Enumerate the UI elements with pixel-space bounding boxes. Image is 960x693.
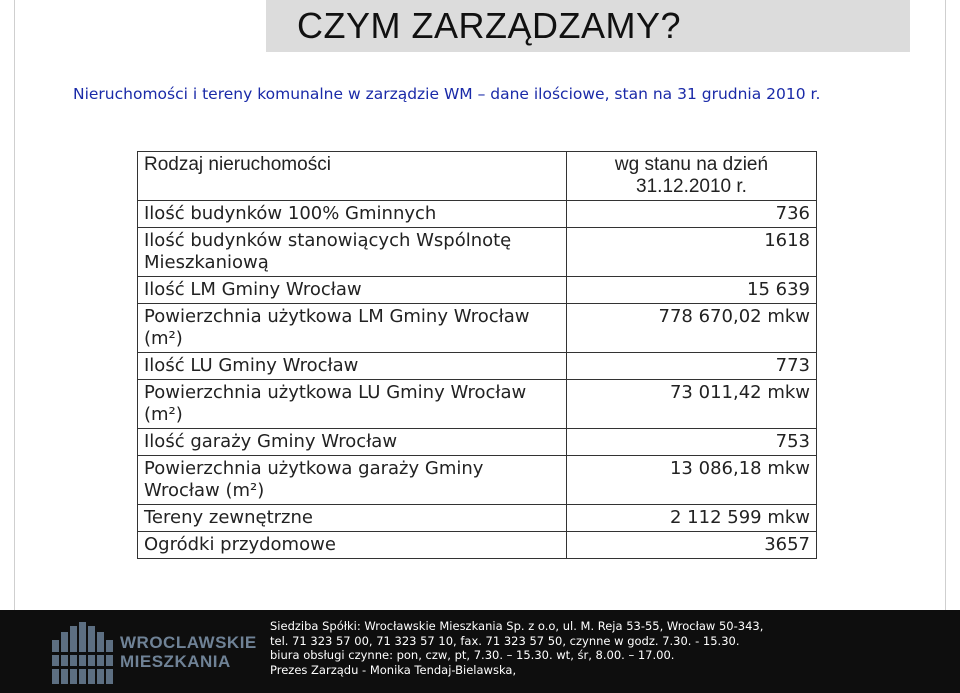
table-row xyxy=(138,456,817,505)
page-title: CZYM ZARZĄDZAMY? xyxy=(297,5,682,46)
row-label: Powierzchnia użytkowa LU Gminy Wrocław (m²) xyxy=(138,380,567,429)
table-row xyxy=(138,277,817,304)
row-label: Ilość LM Gminy Wrocław xyxy=(138,277,567,304)
footer-info-line: Siedziba Spółki: Wrocławskie Mieszkania Sp. z o.o, ul. M. Reja 53-55, Wrocław 50-343, xyxy=(270,619,764,633)
row-value: 773 xyxy=(567,353,817,380)
title-band xyxy=(0,0,960,57)
row-label: Ilość budynków stanowiących Wspólnotę Mieszkaniową xyxy=(138,228,567,277)
row-value: 3657 xyxy=(567,532,817,559)
footer-info-line: Prezes Zarządu - Monika Tendaj-Bielawska, xyxy=(270,662,517,677)
table-row xyxy=(138,201,817,228)
table-header-label: Rodzaj nieruchomości xyxy=(138,152,567,201)
table-header-value: wg stanu na dzień 31.12.2010 r. xyxy=(567,152,817,201)
footer-info-line: biura obsługi czynne: pon, czw, pt, 7.30. – 15.30. wt, śr, 8.00. – 17.00. xyxy=(270,648,675,662)
row-label: Ilość LU Gminy Wrocław xyxy=(138,353,567,380)
table-row xyxy=(138,380,817,429)
row-value: 1618 xyxy=(567,228,817,277)
row-label: Powierzchnia użytkowa garaży Gminy Wrocław (m²) xyxy=(138,456,567,505)
row-value: 15 639 xyxy=(567,277,817,304)
row-value: 13 086,18 mkw xyxy=(567,456,817,505)
row-label: Ilość budynków 100% Gminnych xyxy=(138,201,567,228)
row-value: 778 670,02 mkw xyxy=(567,304,817,353)
table-header-row xyxy=(138,152,817,201)
table-row xyxy=(138,353,817,380)
logo-text-line2: MIESZKANIA xyxy=(120,652,231,671)
table-row xyxy=(138,429,817,456)
row-value: 753 xyxy=(567,429,817,456)
row-value: 2 112 599 mkw xyxy=(567,505,817,532)
row-label: Tereny zewnętrzne xyxy=(138,505,567,532)
table-row xyxy=(138,532,817,559)
subtitle: Nieruchomości i tereny komunalne w zarządzie WM – dane ilościowe, stan na 31 grudnia 2010 r. xyxy=(73,85,821,103)
row-value: 736 xyxy=(567,201,817,228)
logo-text-line1: WROCLAWSKIE xyxy=(120,633,257,652)
footer-info-line: tel. 71 323 57 00, 71 323 57 10, fax. 71 323 57 50, czynne w godz. 7.30. - 15.30. xyxy=(270,633,740,648)
property-table xyxy=(137,151,817,559)
footer-contact-info xyxy=(270,619,763,677)
table-row xyxy=(138,228,817,277)
row-value: 73 011,42 mkw xyxy=(567,380,817,429)
row-label: Ogródki przydomowe xyxy=(138,532,567,559)
row-label: Ilość garaży Gminy Wrocław xyxy=(138,429,567,456)
table-row xyxy=(138,304,817,353)
table-row xyxy=(138,505,817,532)
row-label: Powierzchnia użytkowa LM Gminy Wrocław (m²) xyxy=(138,304,567,353)
